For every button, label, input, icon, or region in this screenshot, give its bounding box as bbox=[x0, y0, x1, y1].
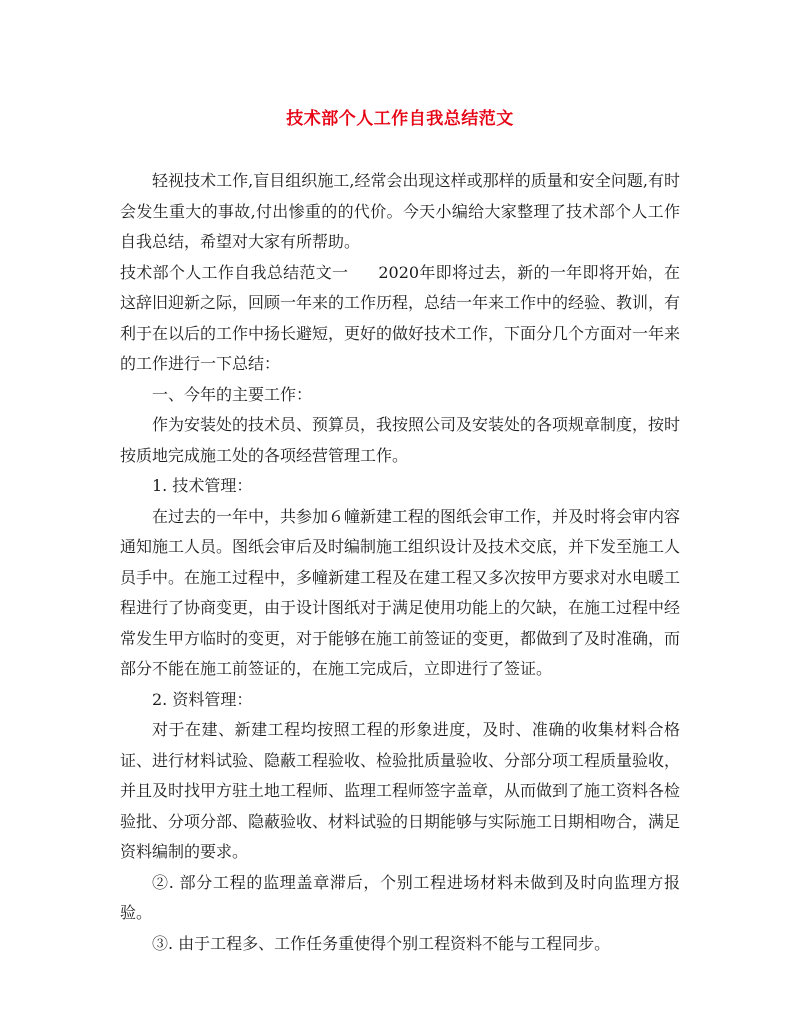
document-body bbox=[120, 166, 680, 959]
section-title: 技术部个人工作自我总结范文一 bbox=[120, 262, 349, 282]
section-intro-text: 2020年即将过去，新的一年即将开始，在这辞旧迎新之际，回顾一年来的工作历程，总结一年来工作中的经验、教训，有利于在以后的工作中扬长避短，更好的做好技术工作，下面分几个方面对一年来的工作进行一下总结： bbox=[120, 262, 681, 373]
intro-paragraph: 轻视技术工作,盲目组织施工,经常会出现这样或那样的质量和安全问题,有时会发生重大的事故,付出惨重的的代价。今天小编给大家整理了技术部个人工作自我总结，希望对大家有所帮助。 bbox=[120, 171, 680, 251]
paragraph-issue-2: ②. 部分工程的监理盖章滞后，个别工程进场材料未做到及时向监理方报验。 bbox=[120, 872, 680, 922]
heading-tech-management: 1. 技术管理： bbox=[152, 476, 253, 495]
heading-main-work: 一、今年的主要工作： bbox=[152, 384, 313, 404]
paragraph-tech-management: 在过去的一年中，共参加６幢新建工程的图纸会审工作，并及时将会审内容通知施工人员。图纸会审后及时编制施工组织设计及技术交底，并下发至施工人员手中。在施工过程中，多幢新建工程及在建工程又多次按甲方要求对水电暖工程进行了协商变更，由于设计图纸对于满足使用功能上的欠缺，在施工过程中经常发生甲方临时的变更，对于能够在施工前签证的变更，都做到了及时准确，而部分不能在施工前签证的，在施工完成后，立即进行了签证。 bbox=[120, 506, 681, 678]
heading-document-management: 2. 资料管理： bbox=[152, 689, 253, 709]
paragraph-role: 作为安装处的技术员、预算员，我按照公司及安装处的各项规章制度，按时按质地完成施工处的各项经营管理工作。 bbox=[120, 415, 681, 465]
paragraph-document-management: 对于在建、新建工程均按照工程的形象进度，及时、准确的收集材料合格证、进行材料试验、隐蔽工程验收、检验批质量验收、分部分项工程质量验收，并且及时找甲方驻土地工程师、监理工程师签字盖章，从而做到了施工资料各检验批、分项分部、隐蔽验收、材料试验的日期能够与实际施工日期相吻合，满足资料编制的要求。 bbox=[120, 720, 681, 861]
section-intro-paragraph bbox=[120, 258, 680, 380]
paragraph-issue-3: ③. 由于工程多、工作任务重使得个别工程资料不能与工程同步。 bbox=[152, 933, 611, 953]
document-title: 技术部个人工作自我总结范文 bbox=[286, 109, 514, 129]
